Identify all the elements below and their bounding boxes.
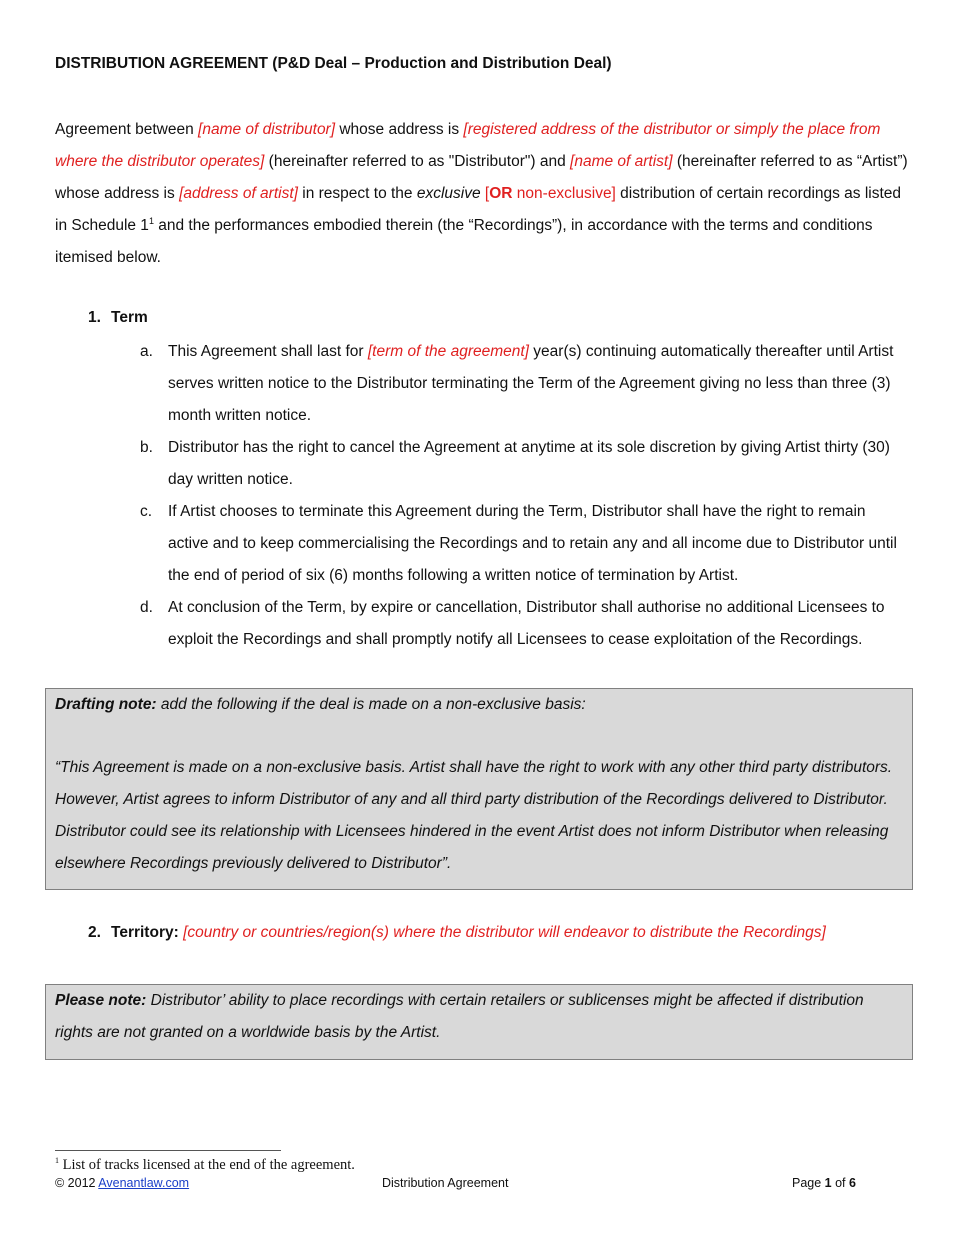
intro-text: whose address is xyxy=(335,121,464,138)
placeholder-distributor-name: [name of distributor] xyxy=(198,121,336,138)
page-of: of xyxy=(831,1176,849,1190)
current-page: 1 xyxy=(824,1176,832,1190)
placeholder-artist-address: [address of artist] xyxy=(179,185,298,202)
footnote-number: 1 xyxy=(55,1156,59,1166)
clause-a xyxy=(140,336,910,432)
option-non-exclusive: non-exclusive] xyxy=(512,185,616,202)
page-number xyxy=(792,1176,856,1190)
intro-text: (hereinafter referred to as “Artist”) whose address is xyxy=(55,153,908,202)
placeholder-distributor-address: [registered address of the distributor or simply the place from where the distributor operates] xyxy=(55,121,881,170)
clause-text: At conclusion of the Term, by expire or cancellation, Distributor shall authorise no additional Licensees to exploit the Recordings and shall promptly notify all Licensees to cease exploitation of the Recordings. xyxy=(168,599,885,648)
placeholder-artist-name: [name of artist] xyxy=(570,153,673,170)
drafting-note-intro xyxy=(55,689,903,721)
please-note-text xyxy=(55,985,903,1049)
please-note-body: Distributor’ ability to place recordings with certain retailers or sublicenses might be affected if distribution rights are not granted on a worldwide basis by the Artist. xyxy=(55,992,864,1041)
drafting-note-label: Drafting note: xyxy=(55,696,157,713)
please-note-label: Please note: xyxy=(55,992,147,1009)
section-1-heading xyxy=(88,309,148,327)
term-clauses xyxy=(140,336,910,656)
section-title: Territory: xyxy=(111,924,179,941)
clause-text-part: This Agreement shall last for xyxy=(168,343,368,360)
clause-letter: b. xyxy=(140,439,153,456)
document-title: DISTRIBUTION AGREEMENT (P&D Deal – Production and Distribution Deal) xyxy=(55,55,612,72)
clause-text-part: year(s) continuing automatically thereafter until Artist serves written notice to the Distributor terminating the Term of the Agreement giving no less than three (3) month written notice. xyxy=(168,343,894,424)
footnote-reference[interactable]: 1 xyxy=(148,215,154,226)
section-number: 1. xyxy=(88,309,101,326)
clause-b xyxy=(140,432,910,496)
section-2-heading xyxy=(88,924,826,942)
clause-letter: a. xyxy=(140,343,153,360)
clause-text xyxy=(168,336,910,432)
section-number: 2. xyxy=(88,924,101,941)
intro-text: in respect to the xyxy=(297,185,417,202)
drafting-note-box xyxy=(45,688,913,890)
footer-title: Distribution Agreement xyxy=(382,1176,509,1190)
drafting-note-text: add the following if the deal is made on a non-exclusive basis: xyxy=(156,696,586,713)
drafting-note-quote: “This Agreement is made on a non-exclusive basis. Artist shall have the right to work with any other third party distributors. However, Artist agrees to inform Distributor of any and all third party distribution of the Recordings delivered to Distributor. Distributor could see its relationship with Licensees hindered in the event Artist does not inform Distributor when releasing elsewhere Recordings previously delivered to Distributor”. xyxy=(55,759,893,872)
total-pages: 6 xyxy=(849,1176,856,1190)
website-link[interactable]: Avenantlaw.com xyxy=(98,1176,190,1190)
footnote-text: List of tracks licensed at the end of the agreement. xyxy=(59,1157,355,1173)
option-or: OR xyxy=(489,185,513,202)
intro-text: distribution of certain recordings as listed in Schedule 1 xyxy=(55,185,902,234)
clause-letter: d. xyxy=(140,599,153,616)
clause-d xyxy=(140,592,910,656)
placeholder-territory: [country or countries/region(s) where the distributor will endeavor to distribute the Recordings] xyxy=(183,924,826,941)
clause-text: If Artist chooses to terminate this Agreement during the Term, Distributor shall have the right to remain active and to keep commercialising the Recordings and to retain any and all income due to Distributor until the end of period of six (6) months following a written notice of termination by Artist. xyxy=(168,503,897,584)
footnote xyxy=(55,1157,355,1174)
intro-text: (hereinafter referred to as "Distributor") and xyxy=(264,153,571,170)
exclusive-term: exclusive xyxy=(416,185,481,202)
intro-text: and the performances embodied therein (the “Recordings”), in accordance with the terms and conditions itemised below. xyxy=(55,217,873,266)
option-bracket: [ xyxy=(484,185,490,202)
clause-c xyxy=(140,496,910,592)
clause-text: Distributor has the right to cancel the Agreement at anytime at its sole discretion by giving Artist thirty (30) day written notice. xyxy=(168,439,890,488)
intro-paragraph xyxy=(55,114,915,274)
please-note-box xyxy=(45,984,913,1060)
placeholder-term: [term of the agreement] xyxy=(367,343,529,360)
footer-copyright xyxy=(55,1176,189,1190)
clause-letter: c. xyxy=(140,503,153,520)
section-title: Term xyxy=(111,309,148,326)
footnote-separator xyxy=(55,1150,281,1151)
copyright-text: © 2012 xyxy=(55,1176,99,1190)
intro-text: Agreement between xyxy=(55,121,199,138)
page-label: Page xyxy=(792,1176,825,1190)
